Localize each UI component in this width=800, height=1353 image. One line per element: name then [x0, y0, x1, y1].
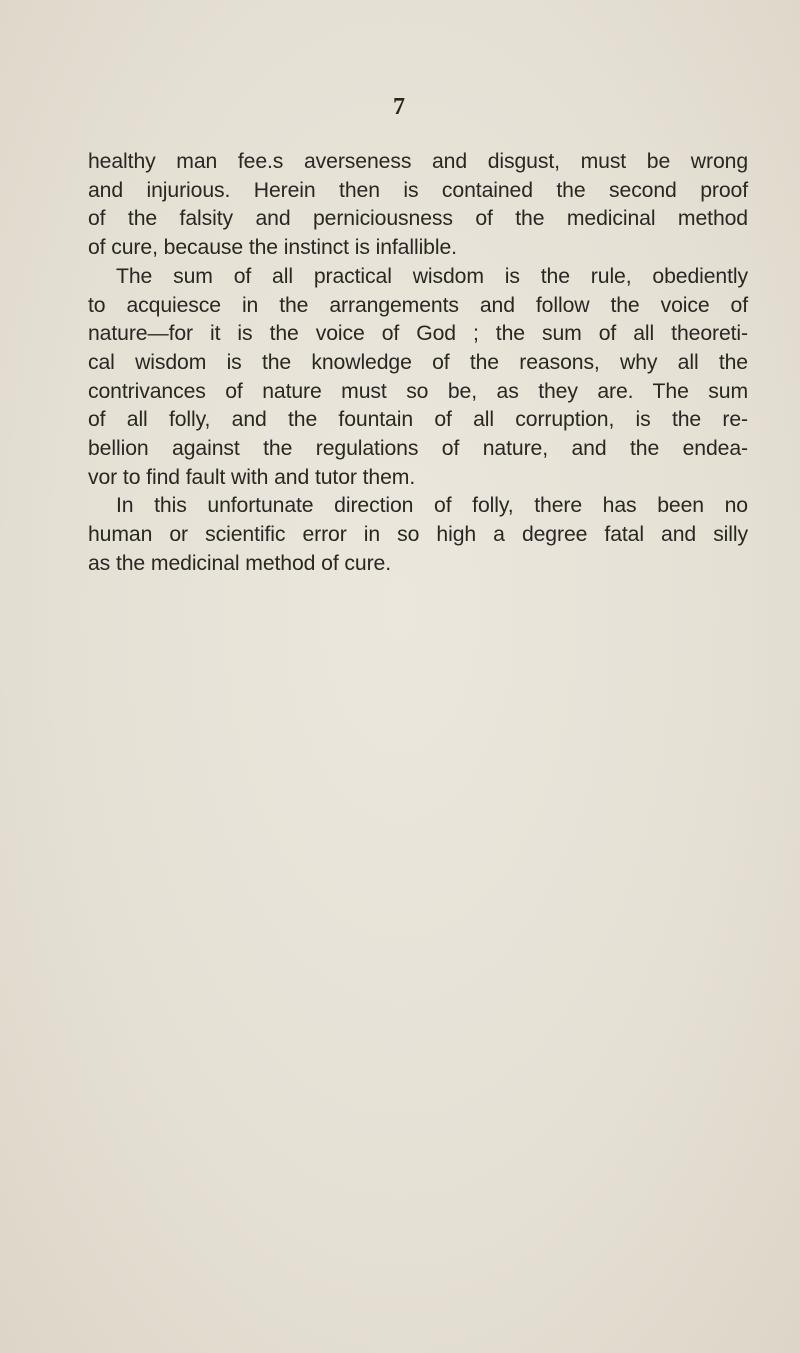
text-line: The sum of all practical wisdom is the rule, obediently	[116, 264, 748, 288]
page-body-text	[88, 148, 748, 579]
text-line: as the medicinal method of cure.	[88, 551, 392, 575]
text-line: of the falsity and perniciousness of the medicinal method	[88, 207, 748, 231]
page-number: 7	[393, 94, 405, 120]
text-line: contrivances of nature must so be, as they are. The sum	[88, 379, 748, 403]
text-line: bellion against the regulations of nature, and the endea-	[88, 437, 748, 461]
text-line: and injurious. Herein then is contained the second proof	[88, 178, 748, 202]
text-line: cal wisdom is the knowledge of the reasons, why all the	[88, 350, 748, 374]
text-line: healthy man fee.s averseness and disgust, must be wrong	[88, 150, 748, 173]
text-line: of cure, because the instinct is infallible.	[88, 236, 457, 260]
text-line: of all folly, and the fountain of all corruption, is the re-	[88, 408, 748, 432]
text-line: human or scientific error in so high a degree fatal and silly	[88, 523, 748, 547]
text-line: to acquiesce in the arrangements and follow the voice of	[88, 293, 748, 317]
text-line: nature—for it is the voice of God ; the sum of all theoreti-	[88, 322, 748, 346]
text-line: In this unfortunate direction of folly, there has been no	[116, 494, 748, 518]
text-line: vor to find fault with and tutor them.	[88, 465, 416, 489]
